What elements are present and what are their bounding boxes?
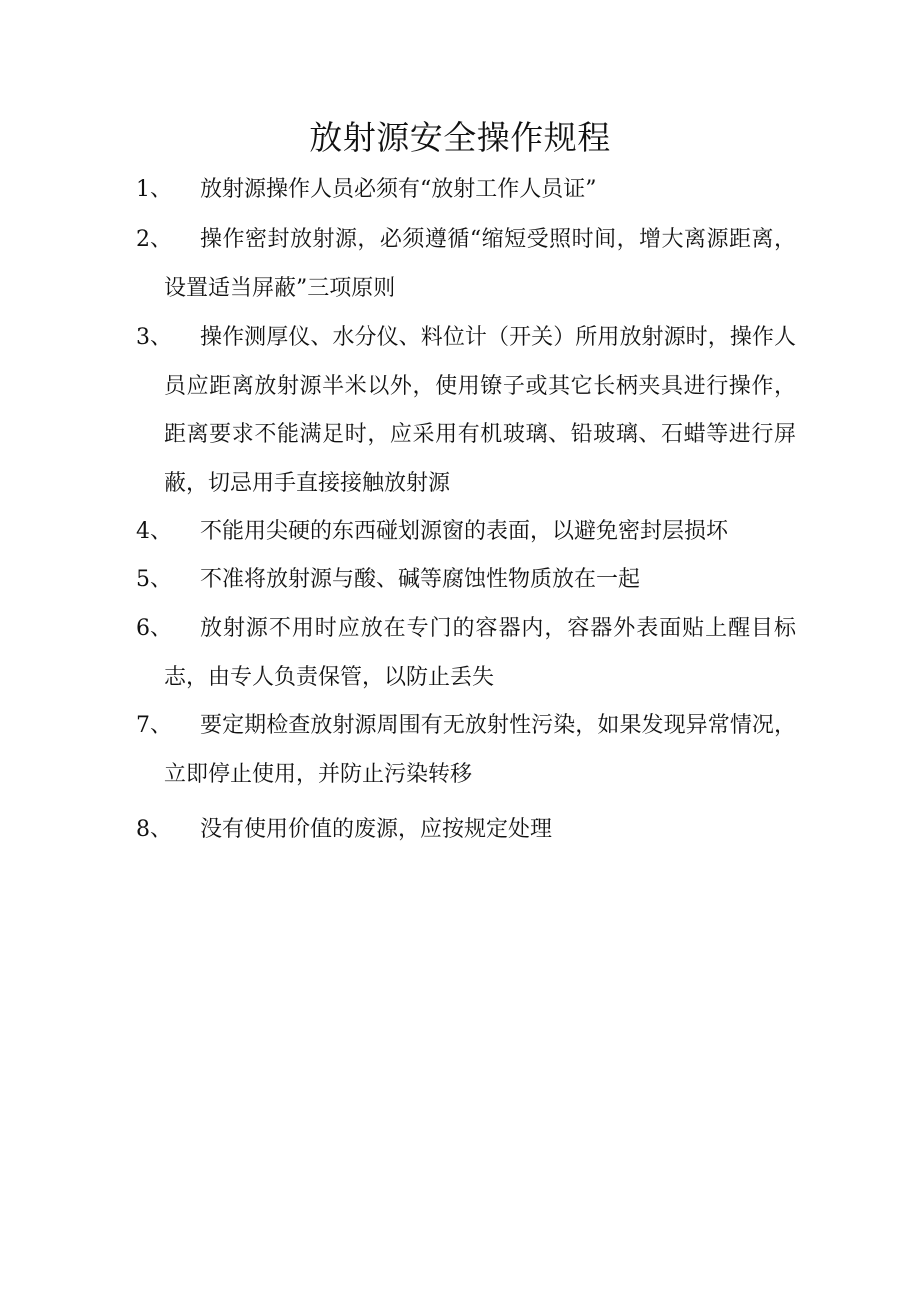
item-number: 7、 — [136, 713, 172, 738]
list-item — [136, 314, 796, 508]
document-title: 放射源安全操作规程 — [309, 118, 611, 157]
item-text: 操作密封放射源，必须遵循“缩短受照时间，增大离源距离，设置适当屏蔽”三项原则 — [164, 227, 796, 301]
item-number: 8、 — [136, 817, 172, 842]
item-text: 要定期检查放射源周围有无放射性污染，如果发现异常情况，立即停止使用，并防止污染转移 — [164, 713, 796, 787]
item-text: 放射源操作人员必须有“放射工作人员证” — [200, 177, 597, 202]
list-item — [136, 166, 796, 215]
item-text: 不准将放射源与酸、碱等腐蚀性物质放在一起 — [200, 567, 641, 592]
list-item — [136, 556, 796, 605]
list-item — [136, 702, 796, 799]
item-text: 没有使用价值的废源，应按规定处理 — [200, 817, 553, 842]
item-number: 6、 — [136, 616, 172, 641]
list-item — [136, 605, 796, 702]
list-item — [136, 508, 796, 557]
item-text: 操作测厚仪、水分仪、料位计（开关）所用放射源时，操作人员应距离放射源半米以外，使用镣子或其它长柄夹具进行操作，距离要求不能满足时，应采用有机玻璃、铅玻璃、石蜡等进行屏蔽，切忌用手直接接触放射源 — [164, 325, 796, 496]
item-text: 不能用尖硬的东西碰划源窗的表面，以避免密封层损坏 — [200, 519, 729, 544]
item-number: 3、 — [136, 325, 172, 350]
item-text: 放射源不用时应放在专门的容器内，容器外表面贴上醒目标志，由专人负责保管，以防止丢失 — [164, 616, 796, 690]
item-number: 2、 — [136, 227, 172, 252]
list-item — [136, 216, 796, 313]
item-number: 1、 — [136, 177, 172, 202]
item-number: 4、 — [136, 519, 172, 544]
list-item — [136, 806, 796, 855]
item-number: 5、 — [136, 567, 172, 592]
